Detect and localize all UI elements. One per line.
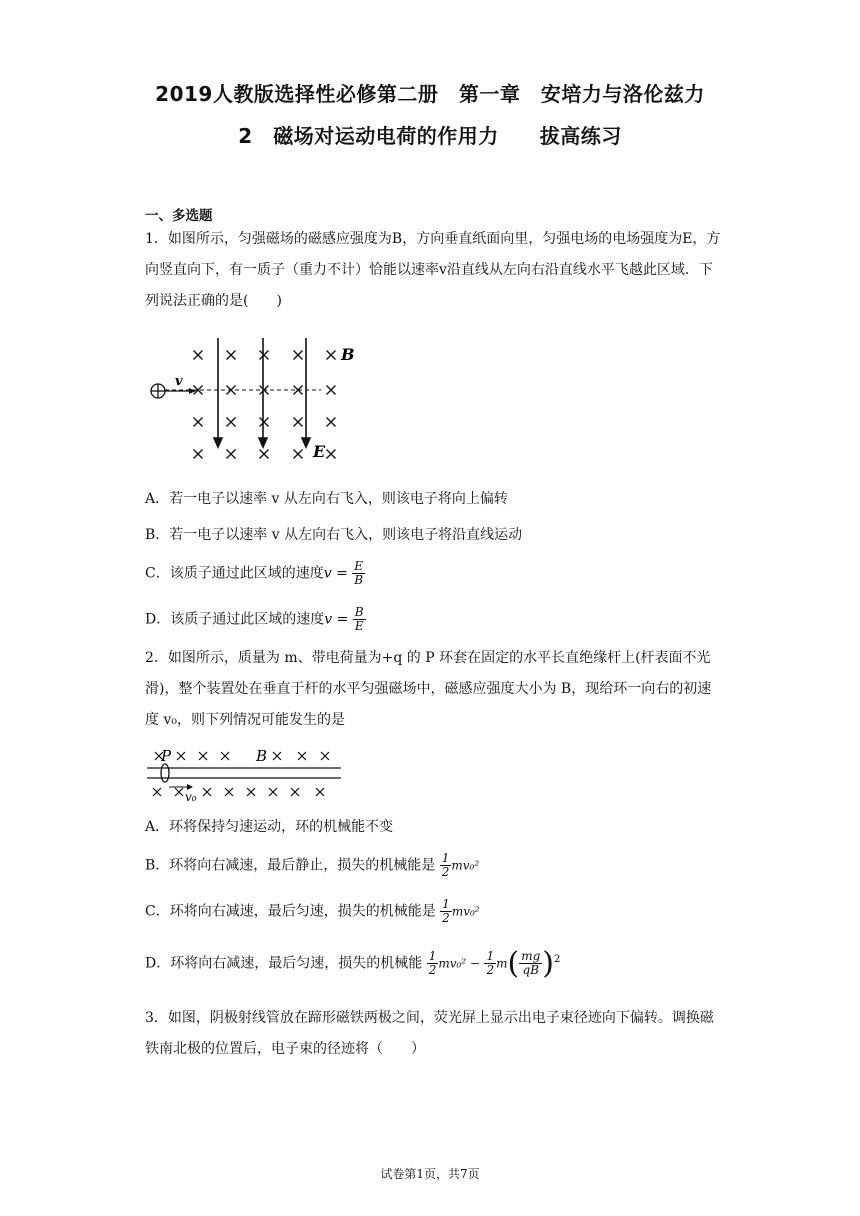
page-footer: 试卷第1页，共7页 — [380, 1167, 480, 1181]
velocity-label: v — [175, 374, 183, 389]
proton-icon — [151, 384, 165, 398]
ring-icon — [161, 764, 169, 782]
ring-p-label: P — [161, 747, 172, 765]
doc-title-line2: 2 磁场对运动电荷的作用力 拔高练习 — [238, 124, 622, 148]
field-b-label: B — [256, 747, 268, 765]
question-2-option-b: B．环将向右减速，最后静止，损失的机械能是 $\frac{1}{2}$ mv₀² — [145, 851, 480, 879]
formula-e-over-b: $\frac{E}{B}$ — [354, 559, 364, 587]
v0-label: v₀ — [185, 790, 197, 804]
question-1-figure — [143, 336, 358, 471]
doc-title-line1: 2019人教版选择性必修第二册 第一章 安培力与洛伦兹力 — [155, 82, 705, 106]
question-2-option-c: C．环将向右减速，最后匀速，损失的机械能是 $\frac{1}{2}$ mv₀² — [145, 897, 480, 925]
question-1-stem: 1．如图所示，匀强磁场的磁感应强度为B，方向垂直纸面向里，匀强电场的电场强度为E，方向竖直向下，有一质子（重力不计）恰能以速率v沿直线从左向右沿直线水平飞越此区域．下列说法正确的是( ) — [145, 231, 721, 309]
formula-b-over-e: $\frac{B}{E}$ — [354, 605, 364, 633]
field-b-label: B — [341, 345, 355, 364]
question-2-figure — [145, 742, 345, 804]
question-1-option-c: C．该质子通过此区域的速度v = $\frac{E}{B}$ — [145, 559, 364, 587]
question-1-option-b: B．若一电子以速率 v 从左向右飞入，则该电子将沿直线运动 — [145, 527, 523, 543]
question-1-option-d: D．该质子通过此区域的速度v = $\frac{B}{E}$ — [145, 605, 364, 633]
question-2-stem: 2．如图所示，质量为 m、带电荷量为+q 的 P 环套在固定的水平长直绝缘杆上(杆表面不光滑)，整个装置处在垂直于杆的水平匀强磁场中，磁感应强度大小为 B，现给环一向右的初速度 v₀，则下列情况可能发生的是 — [145, 650, 712, 728]
question-3-stem: 3．如图，阴极射线管放在蹄形磁铁两极之间，荧光屏上显示出电子束径迹向下偏转。调换磁铁南北极的位置后，电子束的径迹将（ ） — [145, 1010, 714, 1057]
question-1-option-a: A．若一电子以速率 v 从左向右飞入，则该电子将向上偏转 — [145, 491, 508, 507]
section-heading: 一、多选题 — [145, 208, 213, 224]
question-2-option-d: D．环将向右减速，最后匀速，损失的机械能 $\frac{1}{2}$ mv₀² − $\frac{1}{2}$ m( $\frac{mg}{qB}$ )$^2$ — [145, 946, 561, 981]
question-2-option-a: A．环将保持匀速运动，环的机械能不变 — [145, 819, 394, 835]
field-e-label: E — [313, 442, 326, 461]
